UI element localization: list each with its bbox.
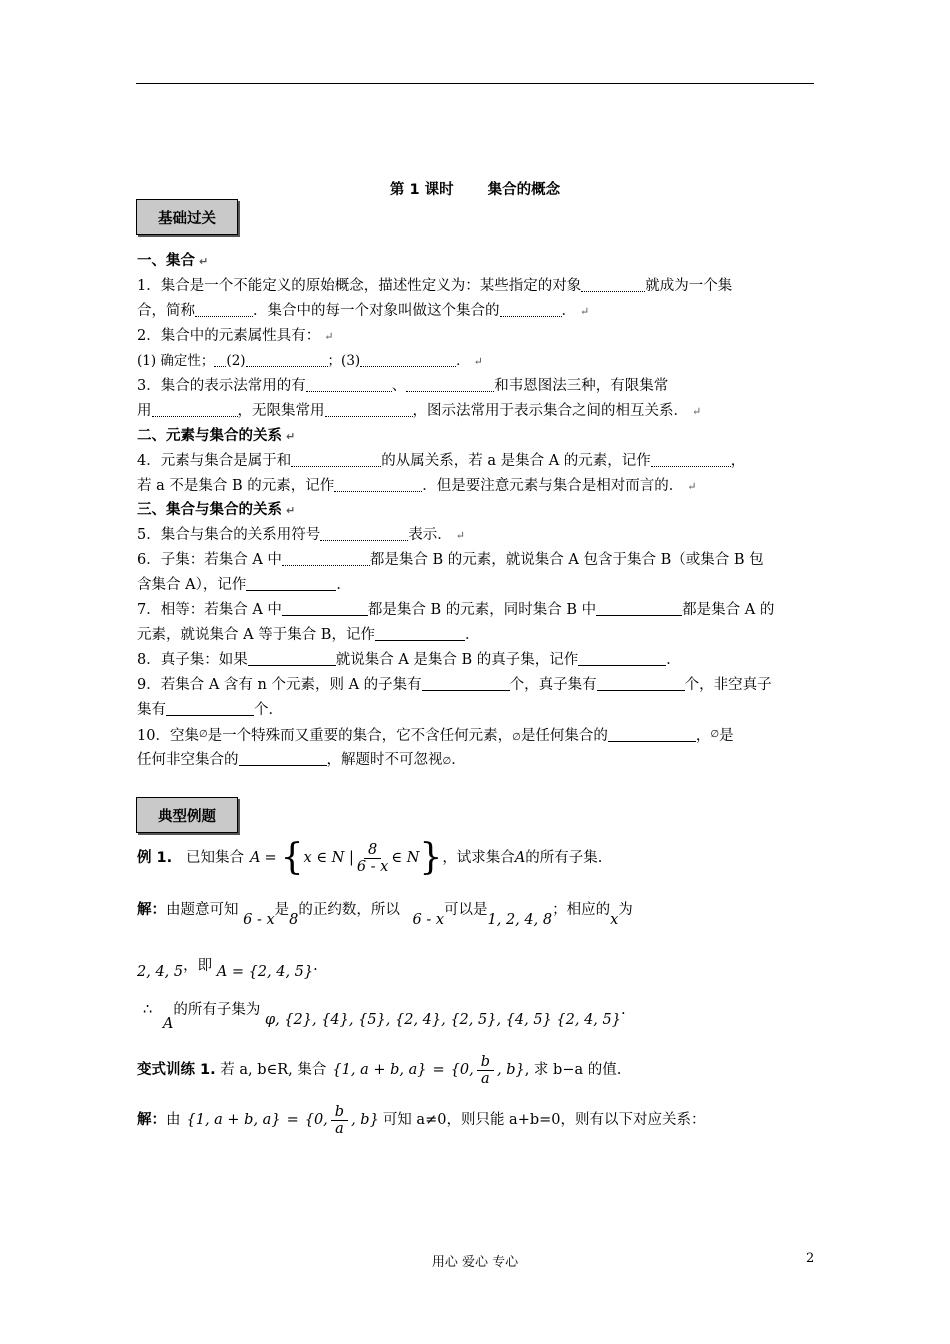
- item-7-line-1: 7．相等：若集合 A 中 都是集合 B 的元素，同时集合 B 中 都是集合 A 的: [137, 602, 775, 618]
- solution-1-line-1: 解：由题意可知 6 - x是8的正约数，所以 6 - x可以是1, 2, 4, 8；相应的x为: [137, 902, 633, 928]
- empty-set-symbol: ∅: [198, 729, 208, 740]
- blank-19: [248, 651, 336, 666]
- blank-4: [246, 352, 328, 367]
- page-number: 2: [806, 1251, 815, 1266]
- variant-1: 变式训练 1. 若 a, b ∈ R, 集合 {1, a + b, a} = {0, $\frac{b}{a}$ , b} , 求 b−a 的值.: [137, 1053, 622, 1087]
- blank-16: [282, 601, 368, 616]
- blank-15: [246, 576, 336, 591]
- header-rule: [136, 83, 814, 84]
- solution-variant-1: 解： 由 {1, a + b, a} = {0, $\frac{b}{a}$ , b} 可知 a≠0，则只能 a+b=0，则有以下对应关系：: [137, 1103, 706, 1137]
- item-6-line-2: 含集合 A），记作 ．: [137, 577, 351, 593]
- item-6-line-1: 6．子集：若集合 A 中 都是集合 B 的元素，就说集合 A 包含于集合 B（或集合 B 包: [137, 552, 764, 568]
- blank-22: [597, 676, 685, 691]
- blank-7: [406, 377, 494, 392]
- heading-element-set: 二、元素与集合的关系 ↵: [137, 428, 296, 444]
- blank-6: [306, 377, 392, 392]
- item-4-line-2: 若 a 不是集合 B 的元素，记作 ．但是要注意元素与集合是相对而言的． ↵: [137, 478, 697, 494]
- item-2-properties: (1) 确定性； (2) ；(3) ． ↵: [137, 353, 483, 369]
- item-1-line-2: 合，简称 ．集合中的每一个对象叫做这个集合的 ． ↵: [137, 303, 590, 319]
- section-label-basics: 基础过关: [136, 199, 238, 235]
- blank-9: [325, 402, 413, 417]
- heading-set-set: 三、集合与集合的关系 ↵: [137, 502, 296, 518]
- item-8: 8．真子集：如果 就说集合 A 是集合 B 的真子集，记作 ．: [137, 652, 681, 668]
- heading-sets: 一、集合 ↵: [137, 253, 209, 269]
- blank-1: [581, 277, 645, 292]
- item-3-line-2: 用 ，无限集常用 ，图示法常用于表示集合之间的相互关系． ↵: [137, 403, 702, 419]
- item-7-line-2: 元素，就说集合 A 等于集合 B，记作 ．: [137, 627, 480, 643]
- item-9-line-2: 集有 个．: [137, 702, 283, 718]
- lesson-number: 第 1 课时: [389, 182, 454, 198]
- item-3-line-1: 3．集合的表示法常用的有 、 和韦恩图法三种，有限集常: [137, 378, 669, 394]
- solution-1-line-3: ∴ A的所有子集为 φ, {2}, {4}, {5}, {2, 4}, {2, 5}, {4, 5} {2, 4, 5}.: [143, 1002, 626, 1032]
- blank-18: [375, 626, 465, 641]
- blank-25: [239, 751, 327, 766]
- fraction-b-over-a: $\frac{b}{a}$: [477, 1054, 494, 1087]
- blank-21: [422, 676, 510, 691]
- blank-24: [608, 727, 696, 742]
- blank-12: [334, 477, 422, 492]
- blank-14: [282, 551, 370, 566]
- fraction-8-over-6-x: $\frac{8}{6 - x}$: [356, 841, 389, 875]
- item-10-line-2: 任何非空集合的 ，解题时不可忽视∅．: [137, 752, 466, 768]
- item-10-line-1: 10．空集∅是一个特殊而又重要的集合，它不含任何元素，∅是任何集合的 ，∅是: [137, 728, 734, 744]
- item-5: 5．集合与集合的关系用符号 表示． ↵: [137, 527, 465, 543]
- page-title: [0, 178, 950, 199]
- item-1-line-1: 1．集合是一个不能定义的原始概念，描述性定义为：某些指定的对象 就成为一个集: [137, 278, 733, 294]
- blank-17: [596, 601, 682, 616]
- item-4-line-1: 4．元素与集合是属于和 的从属关系，若 a 是集合 A 的元素，记作 ，: [137, 453, 746, 469]
- item-9-line-1: 9．若集合 A 含有 n 个元素，则 A 的子集有 个，真子集有 个，非空真子: [137, 677, 772, 693]
- lesson-topic: 集合的概念: [487, 182, 561, 198]
- blank-11: [651, 452, 731, 467]
- blank-13: [320, 526, 408, 541]
- item-2: 2．集合中的元素属性具有： ↵: [137, 328, 334, 344]
- fraction-b-over-a-2: $\frac{b}{a}$: [331, 1104, 348, 1137]
- example-1: 例 1. 已知集合 A = { x ∈ N | $\frac{8}{6 - x}$ ∈ N } ，试求集合 A 的所有子集.: [137, 837, 603, 878]
- blank-5: [360, 352, 456, 367]
- section-label-examples: 典型例题: [136, 797, 238, 833]
- blank-20: [578, 651, 666, 666]
- blank-2: [195, 302, 253, 317]
- blank-8: [152, 402, 238, 417]
- footer-slogan: 用心 爱心 专心: [431, 1255, 519, 1270]
- blank-3: [500, 302, 562, 317]
- blank-10: [291, 452, 381, 467]
- solution-1-line-2: 2, 4, 5，即 A = {2, 4, 5}.: [137, 958, 318, 980]
- blank-23: [166, 701, 254, 716]
